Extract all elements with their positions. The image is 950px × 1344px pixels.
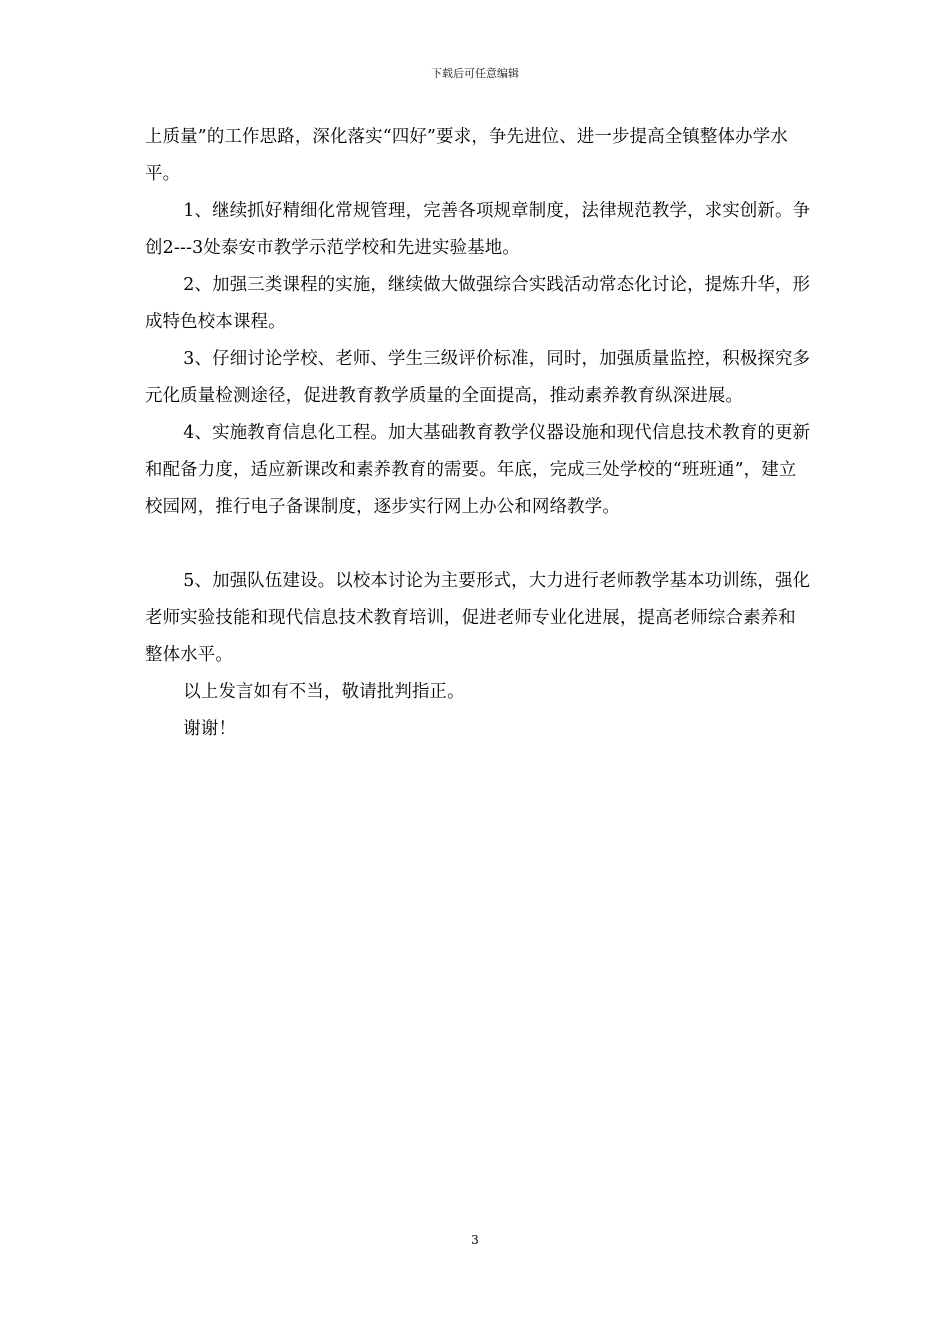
paragraph-closing: 以上发言如有不当，敬请批判指正。 xyxy=(183,682,465,702)
page-number: 3 xyxy=(471,1233,479,1247)
page-header: 下载后可任意编辑 xyxy=(431,67,519,80)
paragraph-item-1: 1、继续抓好精细化常规管理，完善各项规章制度，法律规范教学，求实创新。争创2---3处泰安市教学示范学校和先进实验基地。 xyxy=(145,201,811,258)
paragraph-thanks: 谢谢！ xyxy=(183,719,237,739)
paragraph-item-3: 3、仔细讨论学校、老师、学生三级评价标准，同时，加强质量监控，积极探究多元化质量检测途径，促进教育教学质量的全面提高，推动素养教育纵深进展。 xyxy=(145,349,811,406)
paragraph-item-5: 5、加强队伍建设。以校本讨论为主要形式，大力进行老师教学基本功训练，强化老师实验技能和现代信息技术教育培训，促进老师专业化进展，提高老师综合素养和整体水平。 xyxy=(145,571,811,665)
paragraph-continuation: 上质量”的工作思路，深化落实“四好”要求，争先进位、进一步提高全镇整体办学水平。 xyxy=(145,127,788,184)
document-body xyxy=(145,119,813,748)
paragraph-item-2: 2、加强三类课程的实施，继续做大做强综合实践活动常态化讨论，提炼升华，形成特色校本课程。 xyxy=(145,275,811,332)
paragraph-item-4: 4、实施教育信息化工程。加大基础教育教学仪器设施和现代信息技术教育的更新和配备力度，适应新课改和素养教育的需要。年底，完成三处学校的“班班通”，建立校园网，推行电子备课制度，逐步实行网上办公和网络教学。 xyxy=(145,423,811,517)
